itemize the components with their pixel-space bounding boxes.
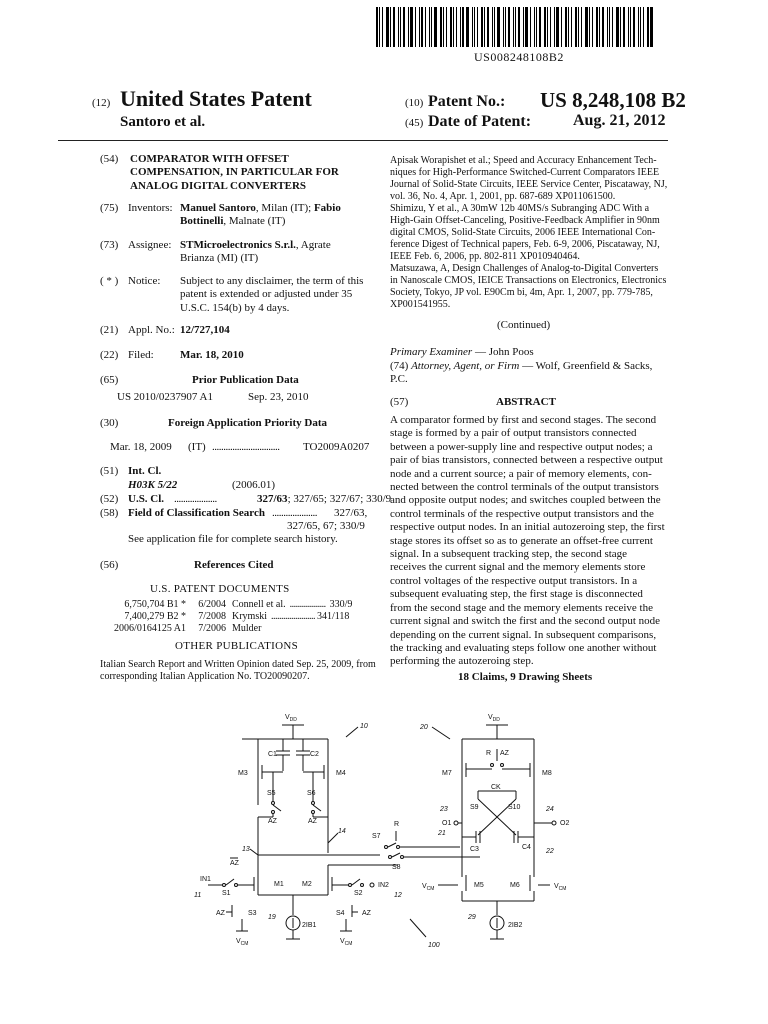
pub-line: Journal of Solid-State Circuits, IEEE Service Center, Piscataway, NJ, <box>390 179 668 190</box>
barcode-bar <box>575 7 577 47</box>
us-doc-number: 6,750,704 B1 * <box>124 599 186 610</box>
document-type: United States Patent <box>120 86 312 111</box>
prior-date: Sep. 23, 2010 <box>248 391 309 403</box>
ref-20: 20 <box>420 724 428 731</box>
field-note: See application file for complete search history. <box>128 533 338 545</box>
vdd-label-left: $V_{DD}$ <box>285 714 297 723</box>
ib2-label: 2IB2 <box>508 922 523 929</box>
us-docs-heading: U.S. PATENT DOCUMENTS <box>150 583 290 595</box>
attorney-line-2: P.C. <box>390 373 408 385</box>
s5-label: S5 <box>267 790 276 797</box>
c3-label: C3 <box>470 846 479 853</box>
first-stage-circuit <box>194 714 402 947</box>
barcode-bar <box>640 7 641 47</box>
barcode-bar <box>620 7 621 47</box>
abstract-line: signal. In a subsequent tracking step, the second stage <box>390 548 628 561</box>
us-doc-date: 7/2006 <box>198 623 226 634</box>
ref-10: 10 <box>360 723 368 730</box>
in2-label: IN2 <box>378 882 389 889</box>
abstract-line: receives the current signal and the memory elements store <box>390 561 646 574</box>
examiner-name: — John Poos <box>472 346 534 358</box>
attorney-label: Attorney, Agent, or Firm <box>411 360 520 372</box>
code-12: (12) <box>92 97 111 109</box>
abstract-line: depending on the current signal. In subsequent comparisons, <box>390 628 657 641</box>
barcode-bar <box>578 7 579 47</box>
barcode-bar <box>492 7 493 47</box>
barcode-bar <box>568 7 569 47</box>
uscl-rest: ; 327/65; 327/67; 330/9 <box>287 493 392 505</box>
barcode-bar <box>602 7 604 47</box>
ib1-label: 2IB1 <box>302 922 317 929</box>
barcode-bar <box>571 7 572 47</box>
appl-code: (21) <box>100 324 119 336</box>
barcode-number: US008248108B2 <box>474 50 564 64</box>
patent-no-label: Patent No.: <box>428 93 506 110</box>
assignee-block <box>180 239 380 266</box>
ref-13: 13 <box>242 846 250 853</box>
vcm-label-mid: $V_{CM}$ <box>340 938 353 947</box>
ref-19: 19 <box>268 914 276 921</box>
us-doc-number: 2006/0164125 A1 <box>114 623 186 634</box>
barcode-bar <box>443 7 444 47</box>
barcode-bar <box>456 7 457 47</box>
abstract-line: performing the autozeroing step. <box>390 655 534 668</box>
barcode-bar <box>565 7 567 47</box>
uscl-leader: ................... <box>174 493 217 505</box>
m1-label: M1 <box>274 881 284 888</box>
uscl-classes <box>257 493 391 506</box>
barcode-bar <box>386 7 389 47</box>
us-doc-inventor: Krymski <box>232 611 267 622</box>
inventor-location: , Milan (IT); <box>255 202 312 214</box>
intcl-year: (2006.01) <box>232 479 276 491</box>
barcode-bar <box>462 7 464 47</box>
title-line: COMPARATOR WITH OFFSET <box>130 153 289 165</box>
inventor-name: Bottinelli <box>180 215 224 228</box>
us-doc-row <box>100 623 372 635</box>
s8-label: S8 <box>392 864 401 871</box>
barcode-bar <box>508 7 510 47</box>
ck-label: CK <box>491 784 501 791</box>
barcode-bar <box>390 7 391 47</box>
az-label-s4: AZ <box>362 910 371 917</box>
foreign-date: Mar. 18, 2009 <box>110 441 172 453</box>
barcode-bar <box>410 7 413 47</box>
barcode-bar <box>534 7 535 47</box>
barcode-bar <box>431 7 432 47</box>
abstract-code: (57) <box>390 396 409 408</box>
inventor-name: Manuel Santoro <box>180 202 256 214</box>
ref-24: 24 <box>546 806 554 813</box>
vdd-label-right: $V_{DD}$ <box>488 714 500 723</box>
foreign-code: (30) <box>100 417 119 429</box>
uscl-main: 327/63 <box>257 493 288 505</box>
barcode-bar <box>429 7 430 47</box>
us-doc-date: 6/2004 <box>198 599 226 610</box>
inventors-code: (75) <box>100 202 119 214</box>
notice-line: patent is extended or adjusted under 35 <box>180 288 353 301</box>
pub-line: Italian Search Report and Written Opinion dated Sep. 25, 2009, from <box>100 659 376 670</box>
in1-label: IN1 <box>200 876 211 883</box>
prior-publication: US 2010/0237907 A1 <box>117 391 213 403</box>
abstract-line: from the second stage and the memory elements receive the <box>390 601 653 614</box>
pub-line: Apisak Worapishet et al.; Speed and Accuracy Enhancement Tech- <box>390 155 657 166</box>
abstract-line: nected between the control terminals of the output transistors <box>390 481 659 494</box>
barcode-bar <box>379 7 380 47</box>
abstract-line: control voltages of the respective output transistors. In a <box>390 574 638 587</box>
ref-100: 100 <box>428 942 440 949</box>
c1-label: C1 <box>268 751 277 758</box>
barcode-bar <box>554 7 555 47</box>
us-doc-class: 330/9 <box>329 599 353 610</box>
inventor-name: Fabio <box>313 202 341 214</box>
assignee-location: , Agrate <box>295 239 331 251</box>
notice-label: Notice: <box>128 275 161 287</box>
ref-14: 14 <box>338 828 346 835</box>
title-line: COMPENSATION, IN PARTICULAR FOR <box>130 166 339 179</box>
m7-label: M7 <box>442 770 452 777</box>
attorney-code: (74) <box>390 360 409 372</box>
vcm-label-left: $V_{CM}$ <box>236 938 249 947</box>
ref-22: 22 <box>546 848 554 855</box>
barcode-bar <box>525 7 528 47</box>
other-pubs-heading: OTHER PUBLICATIONS <box>175 640 299 652</box>
foreign-leader: .............................. <box>212 441 280 453</box>
foreign-heading: Foreign Application Priority Data <box>168 417 327 429</box>
inventors-short: Santoro et al. <box>120 114 206 130</box>
barcode-bar <box>550 7 551 47</box>
m2-label: M2 <box>302 881 312 888</box>
barcode-bar <box>421 7 423 47</box>
ref-29: 29 <box>468 914 476 921</box>
vcm-label-right-2: $V_{CM}$ <box>554 883 567 892</box>
barcode <box>376 7 662 47</box>
pub-line: in Nanoscale CMOS, IEICE Transactions on Electronics, Electronics <box>390 275 667 286</box>
assignee-location-2: Brianza (MI) (IT) <box>180 252 259 265</box>
barcode-bar <box>633 7 635 47</box>
abstract-line: A comparator formed by first and second stages. The second <box>390 414 657 426</box>
refs-heading: References Cited <box>194 559 274 571</box>
r-label-right: R <box>486 750 492 757</box>
uscl-code: (52) <box>100 493 119 505</box>
az-label-s3: AZ <box>216 910 225 917</box>
barcode-bar <box>561 7 562 47</box>
barcode-bar <box>589 7 590 47</box>
us-doc-row <box>100 599 372 611</box>
title-block <box>130 153 339 193</box>
barcode-bar <box>494 7 495 47</box>
s2-label: S2 <box>354 890 363 897</box>
barcode-bar <box>523 7 524 47</box>
abstract-line: respective output nodes. In an initial autozeroing step, the first <box>390 521 665 534</box>
barcode-bar <box>530 7 531 47</box>
barcode-bar <box>536 7 537 47</box>
code-10: (10) <box>405 97 424 109</box>
other-pubs-left <box>100 659 380 683</box>
barcode-bar <box>403 7 405 47</box>
patent-date: Aug. 21, 2012 <box>573 112 666 129</box>
field-line-1: 327/63, <box>334 507 368 519</box>
s9-label: S9 <box>470 804 479 811</box>
abstract-body <box>390 414 668 669</box>
vcm-label-right-1: $V_{CM}$ <box>422 883 435 892</box>
abstract-line: between a power-supply line and respective output nodes; a <box>390 440 653 453</box>
title-code: (54) <box>100 153 119 165</box>
azbar-label: AZ <box>230 860 239 867</box>
barcode-bar <box>505 7 506 47</box>
m6-label: M6 <box>510 882 520 889</box>
intcl-label: Int. Cl. <box>128 465 162 477</box>
abstract-line: the tracking and evaluating steps follow one another without <box>390 641 657 654</box>
barcode-bar <box>638 7 639 47</box>
prior-heading: Prior Publication Data <box>192 374 299 386</box>
s1-label: S1 <box>222 890 231 897</box>
appl-number: 12/727,104 <box>180 324 230 336</box>
date-label: Date of Patent: <box>428 113 532 130</box>
barcode-bar <box>484 7 485 47</box>
appl-label: Appl. No.: <box>128 324 175 336</box>
abstract-line: control terminals of the respective output transistors and the <box>390 507 654 520</box>
barcode-bar <box>415 7 416 47</box>
foreign-number: TO2009A0207 <box>303 441 370 453</box>
filed-label: Filed: <box>128 349 154 361</box>
abstract-line: subsequent evaluating step, the first stage is disconnected <box>390 588 643 601</box>
ref-23: 23 <box>440 806 448 813</box>
barcode-bar <box>556 7 559 47</box>
field-code: (58) <box>100 507 119 519</box>
pub-line: corresponding Italian Application No. TO20090207. <box>100 671 310 682</box>
barcode-bar <box>453 7 454 47</box>
barcode-bar <box>643 7 644 47</box>
us-doc-row <box>100 611 372 623</box>
barcode-bar <box>616 7 619 47</box>
abstract-line: pair of bias transistors, connected between a respective output <box>390 454 663 467</box>
us-doc-inventor: Connell et al. <box>232 599 286 610</box>
barcode-bar <box>382 7 383 47</box>
filed-date: Mar. 18, 2010 <box>180 349 244 361</box>
barcode-bar <box>581 7 582 47</box>
notice-block <box>180 275 370 315</box>
barcode-bar <box>400 7 401 47</box>
barcode-bar <box>376 7 378 47</box>
barcode-bar <box>609 7 610 47</box>
barcode-bar <box>460 7 461 47</box>
pub-line: Society, Tokyo, JP vol. E90Cm bi, 4m, Apr. 1, 2007, pp. 779-785, <box>390 287 653 298</box>
field-label: Field of Classification Search <box>128 507 265 519</box>
barcode-bar <box>612 7 613 47</box>
barcode-bar <box>434 7 437 47</box>
barcode-bar <box>596 7 598 47</box>
barcode-bar <box>544 7 546 47</box>
notice-code: ( * ) <box>100 275 119 287</box>
barcode-bar <box>425 7 426 47</box>
inventor-location: , Malnate (IT) <box>223 215 286 228</box>
barcode-bar <box>408 7 409 47</box>
barcode-bar <box>477 7 478 47</box>
code-45: (45) <box>405 117 424 129</box>
claims-summary: 18 Claims, 9 Drawing Sheets <box>458 671 593 683</box>
coupling-switches <box>372 821 480 871</box>
barcode-bar <box>623 7 625 47</box>
field-leader: .................... <box>272 507 317 519</box>
us-doc-date: 7/2008 <box>198 611 226 622</box>
examiner-label: Primary Examiner <box>390 346 473 358</box>
m3-label: M3 <box>238 770 248 777</box>
us-docs-list <box>100 599 372 635</box>
filed-code: (22) <box>100 349 119 361</box>
pub-line: High-Gain Offset-Canceling, Positive-Feedback Amplifier in 90nm <box>390 215 660 226</box>
attorney-name: — Wolf, Greenfield & Sacks, <box>519 360 653 372</box>
barcode-bar <box>630 7 631 47</box>
assignee-label: Assignee: <box>128 239 172 251</box>
c4-label: C4 <box>522 844 531 851</box>
abstract-line: stage is formed by a pair of output transistors connected <box>390 427 637 440</box>
continued-note: (Continued) <box>497 319 551 331</box>
pub-line: Shimizu, Y et al., A 30mW 12b 40MS/s Subranging ADC With a <box>390 203 650 214</box>
second-stage-circuit <box>419 714 569 939</box>
header-rule <box>58 140 668 141</box>
barcode-bar <box>466 7 469 47</box>
us-doc-number: 7,400,279 B2 * <box>124 611 186 622</box>
r-label: R <box>394 821 400 828</box>
m5-label: M5 <box>474 882 484 889</box>
barcode-bar <box>585 7 588 47</box>
barcode-bar <box>647 7 649 47</box>
examiner-line <box>390 346 534 359</box>
other-pubs-right <box>390 155 668 311</box>
barcode-bar <box>650 7 653 47</box>
s7-label: S7 <box>372 833 381 840</box>
assignee-code: (73) <box>100 239 119 251</box>
o1-label: O1 <box>442 820 452 827</box>
us-doc-leader: .................. <box>289 599 326 610</box>
barcode-bar <box>539 7 541 47</box>
us-doc-class: 341/118 <box>317 611 350 622</box>
pub-line: digital CMOS, Solid-State Circuits, 2006 IEEE International Con- <box>390 227 656 238</box>
pub-line: IEEE Feb. 6, 2006, pp. 802-811 XP010940464. <box>390 251 580 262</box>
abstract-heading: ABSTRACT <box>496 396 556 408</box>
s4-label: S4 <box>336 910 345 917</box>
intcl-class: H03K 5/22 <box>128 479 178 491</box>
abstract-line: node and a current source; a pair of memory elements, con- <box>390 467 652 480</box>
intcl-code: (51) <box>100 465 119 477</box>
title-line: ANALOG DIGITAL CONVERTERS <box>130 179 307 192</box>
ref-21: 21 <box>438 830 446 837</box>
m8-label: M8 <box>542 770 552 777</box>
o2-label: O2 <box>560 820 570 827</box>
barcode-bar <box>446 7 447 47</box>
m4-label: M4 <box>336 770 346 777</box>
barcode-bar <box>481 7 483 47</box>
barcode-bar <box>419 7 420 47</box>
abstract-line: current signal and switch the first and the second output node <box>390 615 661 628</box>
pub-line: ference Digest of Technical papers, Feb. 6-9, 2006, Piscataway, NJ, <box>390 239 660 250</box>
barcode-bar <box>628 7 629 47</box>
pub-line: Matsuzawa, A, Design Challenges of Analog-to-Digital Converters <box>390 263 659 274</box>
s6-label: S6 <box>307 790 316 797</box>
barcode-bar <box>515 7 516 47</box>
us-doc-inventor: Mulder <box>232 623 262 634</box>
assignee-name: STMicroelectronics S.r.l. <box>180 239 296 251</box>
inventors-block <box>180 202 380 229</box>
uscl-label: U.S. Cl. <box>128 493 165 505</box>
barcode-bar <box>503 7 504 47</box>
abstract-line: and opposite output nodes; and switches coupled between the <box>390 494 661 507</box>
barcode-bar <box>487 7 489 47</box>
circuit-figure <box>150 705 630 955</box>
foreign-country: (IT) <box>188 441 206 453</box>
barcode-bar <box>398 7 399 47</box>
field-line-2: 327/65, 67; 330/9 <box>287 520 365 532</box>
az-label-s5: AZ <box>268 818 277 825</box>
pub-line: XP001541955. <box>390 299 451 310</box>
barcode-bar <box>547 7 548 47</box>
ref-12: 12 <box>394 892 402 899</box>
attorney-line <box>390 360 652 373</box>
s3-label: S3 <box>248 910 257 917</box>
barcode-bar <box>513 7 514 47</box>
barcode-bar <box>592 7 593 47</box>
barcode-bar <box>607 7 608 47</box>
ref-11: 11 <box>194 892 202 899</box>
pub-line: vol. 36, No. 4, Apr. 1, 2001, pp. 687-689 XP011061500. <box>390 191 616 202</box>
barcode-bar <box>497 7 500 47</box>
barcode-bar <box>472 7 473 47</box>
barcode-bar <box>599 7 600 47</box>
inventors-label: Inventors: <box>128 202 173 214</box>
barcode-bar <box>518 7 520 47</box>
barcode-bar <box>474 7 475 47</box>
patent-number: US 8,248,108 B2 <box>540 88 686 112</box>
notice-line: Subject to any disclaimer, the term of this <box>180 275 364 287</box>
notice-line: U.S.C. 154(b) by 4 days. <box>180 301 290 314</box>
barcode-bar <box>440 7 442 47</box>
refs-code: (56) <box>100 559 119 571</box>
barcode-bar <box>393 7 395 47</box>
abstract-line: stage stores its offset so as to generate an offset-free current <box>390 534 653 547</box>
barcode-bar <box>450 7 452 47</box>
az-label-s6: AZ <box>308 818 317 825</box>
s10-label: S10 <box>508 804 521 811</box>
az-label-right: AZ <box>500 750 509 757</box>
pub-line: niques for High-Performance Switched-Current Comparators IEEE <box>390 167 660 178</box>
prior-code: (65) <box>100 374 119 386</box>
us-doc-leader: ...................... <box>271 611 315 622</box>
c2-label: C2 <box>310 751 319 758</box>
